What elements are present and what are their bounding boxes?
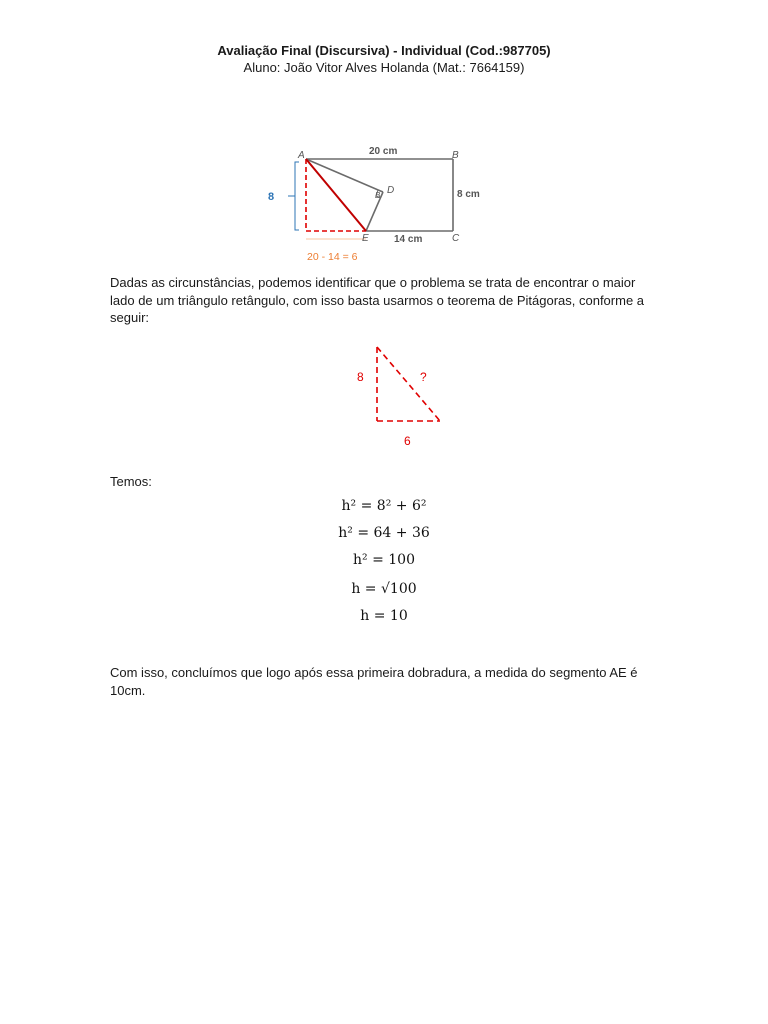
right-triangle-figure [345, 340, 455, 450]
triangle-hyp-label: ? [420, 370, 427, 384]
equation-2: h² = 64 + 36 [338, 525, 430, 541]
equation-1: h² = 8² + 6² [341, 498, 427, 514]
bottom-length-label: 14 cm [394, 234, 423, 245]
point-a-label: A [298, 150, 305, 161]
point-d-label: D [387, 185, 395, 196]
triangle-hypotenuse [377, 347, 440, 421]
height-bracket [295, 162, 299, 230]
temos-label: Temos: [110, 474, 152, 489]
paragraph-conclusion: Com isso, concluímos que logo após essa primeira dobradura, a medida do segmento AE é 10cm. [110, 665, 638, 698]
segment-ae [306, 159, 366, 231]
right-length-label: 8 cm [457, 189, 480, 200]
triangle-bottom-label: 6 [404, 434, 411, 448]
point-e-label: E [362, 233, 369, 244]
equation-5: h = 10 [360, 608, 408, 624]
point-c-label: C [452, 233, 460, 244]
rectangle-fold-figure [255, 140, 495, 270]
student-line: Aluno: João Vitor Alves Holanda (Mat.: 7664159) [243, 60, 525, 75]
difference-label: 20 - 14 = 6 [307, 251, 358, 263]
paragraph-intro: Dadas as circunstâncias, podemos identificar que o problema se trata de encontrar o maior lado de um triângulo retângulo, com isso basta usarmos o teorema de Pitágoras, conforme a seguir: [110, 275, 645, 325]
document-title: Avaliação Final (Discursiva) - Individual (Cod.:987705) [217, 43, 551, 58]
document-header [0, 42, 768, 76]
point-b-label: B [452, 150, 459, 161]
point-b-prime-label: B [375, 191, 381, 200]
equation-3: h² = 100 [353, 552, 415, 568]
triangle-left-label: 8 [357, 370, 364, 384]
left-height-label: 8 [268, 191, 275, 203]
segment-ad [306, 159, 383, 192]
equation-4: h = √100 [351, 581, 417, 597]
top-length-label: 20 cm [369, 146, 398, 157]
